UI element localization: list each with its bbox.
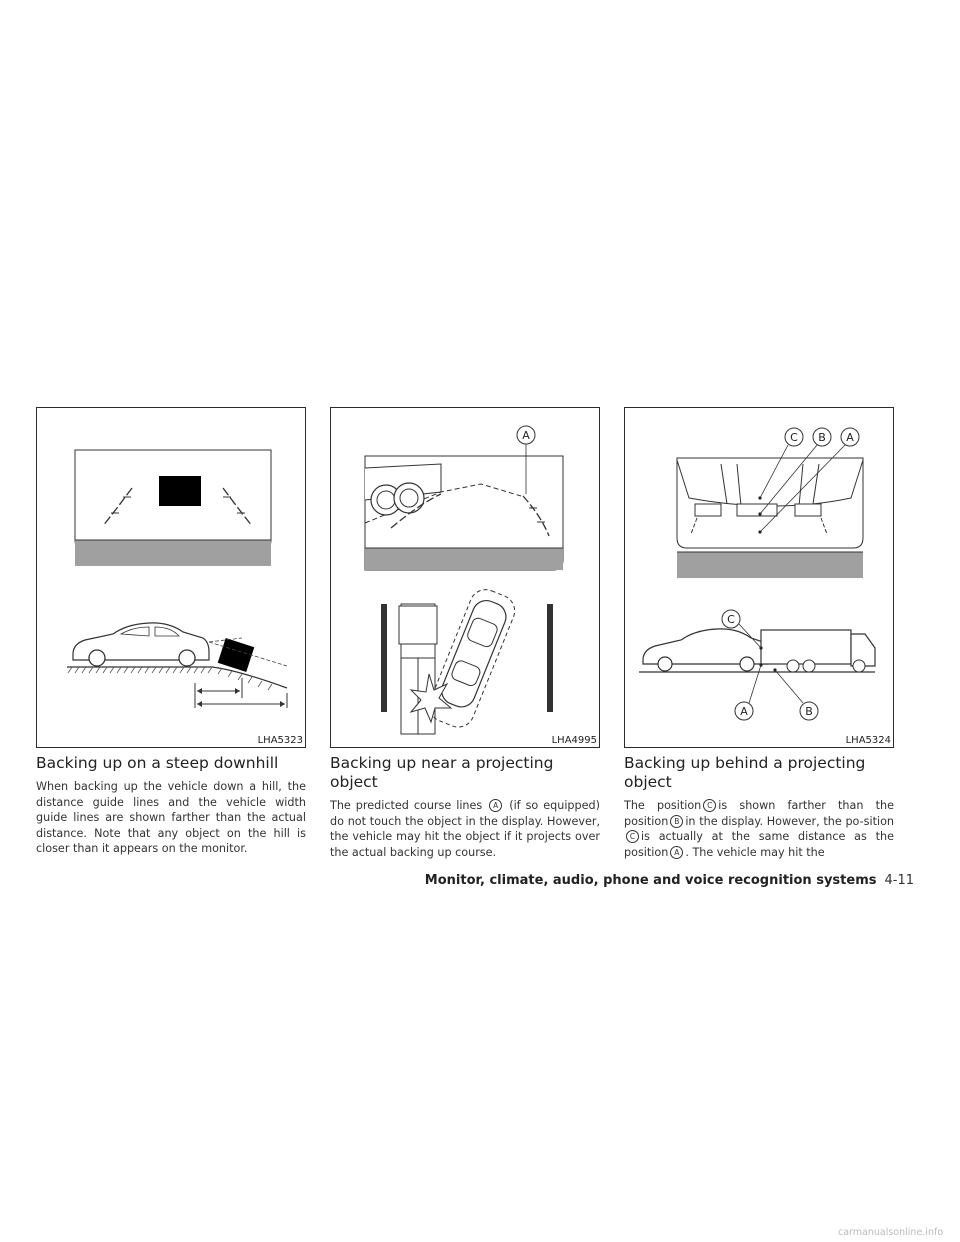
behind-projecting-illustration [625, 408, 893, 747]
label-c-lower: C [727, 613, 735, 626]
text-part-4: is actually at the same distance as the position [624, 830, 894, 859]
marker-a: A [670, 846, 683, 859]
text-part-2: (if so equipped) do not touch the object in the display. However, the vehicle may hit the object if it projects over the actual backing up course. [330, 799, 600, 859]
text-part-5: . The vehicle may hit the [685, 845, 825, 859]
text-part-3: in the display. However, the po-sition [685, 814, 894, 828]
label-a-lower: A [740, 705, 748, 718]
marker-a: A [489, 799, 502, 812]
figure-code: LHA5324 [845, 735, 891, 746]
title-line-2: object [330, 773, 378, 791]
text-part-2: is shown farther than the position [624, 799, 894, 828]
section-text [330, 798, 600, 860]
page-number: 4-11 [884, 873, 914, 888]
steep-downhill-illustration [37, 408, 305, 747]
title-line-1: Backing up near a projecting [330, 754, 554, 772]
text-part-1: The position [624, 799, 702, 812]
marker-c-2: C [626, 830, 639, 843]
marker-c: C [703, 799, 716, 812]
watermark: carmanualsonline.info [838, 1227, 944, 1238]
label-c: C [790, 431, 798, 444]
section-title [624, 754, 894, 792]
page-footer [425, 873, 914, 888]
section-behind-projecting [624, 754, 894, 860]
label-b-lower: B [805, 705, 813, 718]
figure-code: LHA4995 [551, 735, 597, 746]
label-a: A [522, 429, 530, 442]
title-line-1: Backing up behind a projecting [624, 754, 866, 772]
object-box [159, 476, 201, 506]
figure-steep-downhill [36, 407, 306, 748]
text-part-1: The predicted course lines [330, 799, 483, 812]
figure-code: LHA5323 [257, 735, 303, 746]
marker-b: B [670, 815, 683, 828]
projecting-object-illustration [331, 408, 599, 747]
footer-section-title: Monitor, climate, audio, phone and voice recognition systems [424, 873, 877, 888]
section-projecting-object [330, 754, 600, 860]
label-b: B [818, 431, 826, 444]
section-title: Backing up on a steep downhill [36, 754, 279, 772]
section-steep-downhill [36, 754, 306, 857]
section-title [330, 754, 600, 792]
section-text [624, 798, 894, 860]
section-text: When backing up the vehicle down a hill, the distance guide lines and the vehicle width guide lines are shown farther than the actual distance. Note that any object on the hill is closer than it appears on the monitor. [36, 780, 306, 856]
figure-behind-projecting [624, 407, 894, 748]
title-line-2: object [624, 773, 672, 791]
label-a: A [846, 431, 854, 444]
figure-projecting-object [330, 407, 600, 748]
